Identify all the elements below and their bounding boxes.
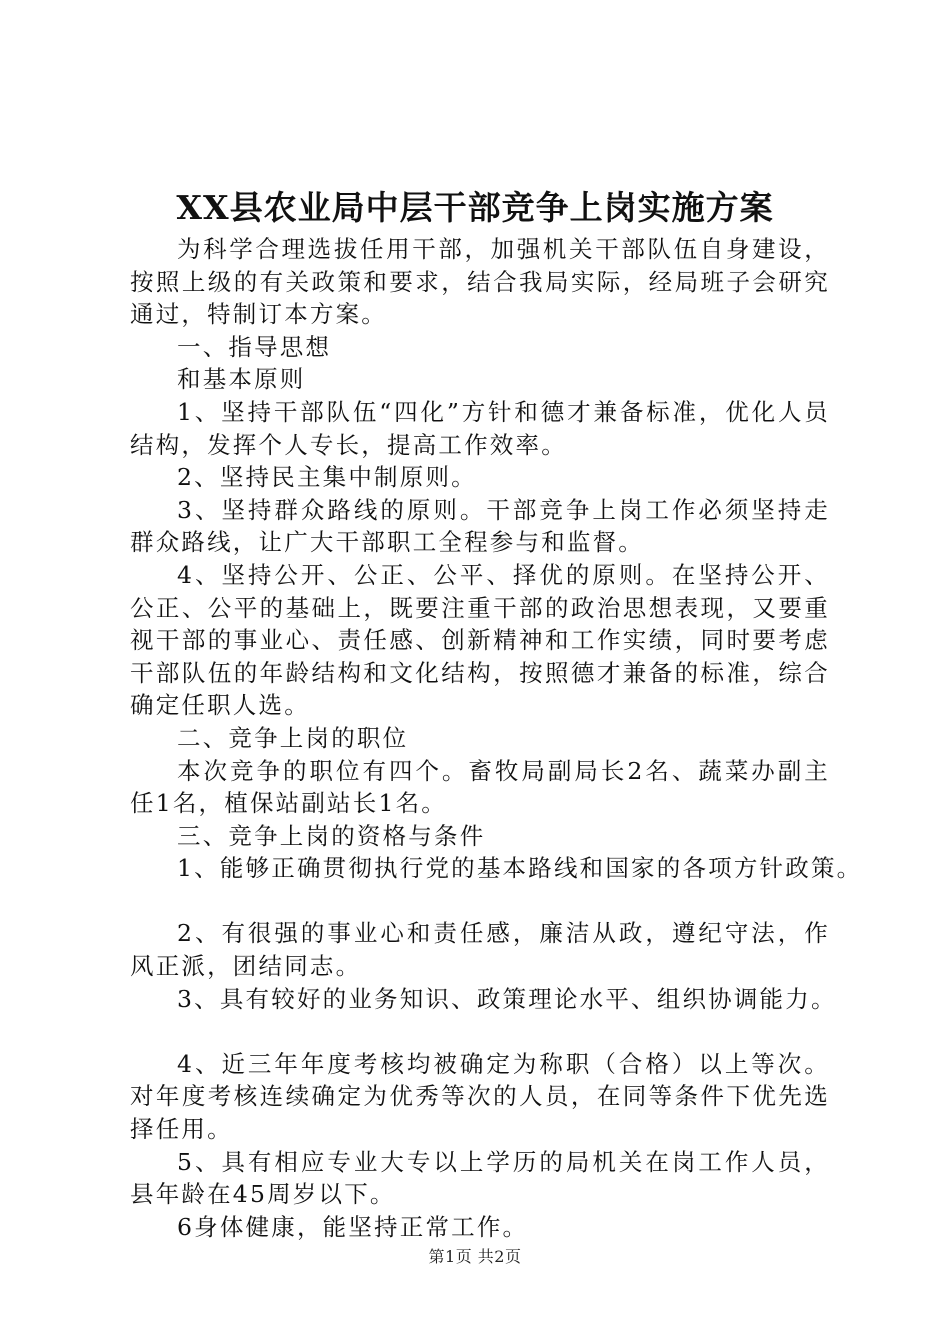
section-heading-positions: 二、竞争上岗的职位 xyxy=(177,723,409,752)
document-body xyxy=(130,233,863,1243)
qualification-item-1: 1、能够正确贯彻执行党的基本路线和国家的各项方针政策。 xyxy=(177,854,863,883)
section-heading-qualifications: 三、竞争上岗的资格与条件 xyxy=(177,821,486,850)
qualification-item-3: 3、具有较好的业务知识、政策理论水平、组织协调能力。 xyxy=(177,984,837,1013)
positions-paragraph: 本次竞争的职位有四个。畜牧局副局长2名、蔬菜办副主任1名，植保站副站长1名。 xyxy=(130,756,830,818)
qualification-item-4: 4、近三年年度考核均被确定为称职（合格）以上等次。对年度考核连续确定为优秀等次的人员，在同等条件下优先选择任用。 xyxy=(130,1049,830,1144)
document-title: XX县农业局中层干部竞争上岗实施方案 xyxy=(176,188,774,227)
section-heading-basic-principles: 和基本原则 xyxy=(177,365,306,394)
section-heading-guiding-ideology: 一、指导思想 xyxy=(177,332,332,361)
qualification-item-6: 6身体健康，能坚持正常工作。 xyxy=(177,1212,529,1241)
principle-item-1: 1、坚持干部队伍“四化”方针和德才兼备标准，优化人员结构，发挥个人专长，提高工作效率。 xyxy=(130,397,830,459)
principle-item-4: 4、坚持公开、公正、公平、择优的原则。在坚持公开、公正、公平的基础上，既要注重干部的政治思想表现，又要重视干部的事业心、责任感、创新精神和工作实绩，同时要考虑干部队伍的年龄结构和文化结构，按照德才兼备的标准，综合确定任职人选。 xyxy=(130,560,830,720)
page-number-footer: 第1页 共2页 xyxy=(428,1247,522,1266)
intro-paragraph: 为科学合理选拔任用干部，加强机关干部队伍自身建设，按照上级的有关政策和要求，结合我局实际，经局班子会研究通过，特制订本方案。 xyxy=(130,235,830,329)
qualification-item-2: 2、有很强的事业心和责任感，廉洁从政，遵纪守法，作风正派，团结同志。 xyxy=(130,919,830,981)
principle-item-3: 3、坚持群众路线的原则。干部竞争上岗工作必须坚持走群众路线，让广大干部职工全程参与和监督。 xyxy=(130,495,830,557)
principle-item-2: 2、坚持民主集中制原则。 xyxy=(177,463,477,492)
qualification-item-5: 5、具有相应专业大专以上学历的局机关在岗工作人员，县年龄在45周岁以下。 xyxy=(130,1147,830,1209)
